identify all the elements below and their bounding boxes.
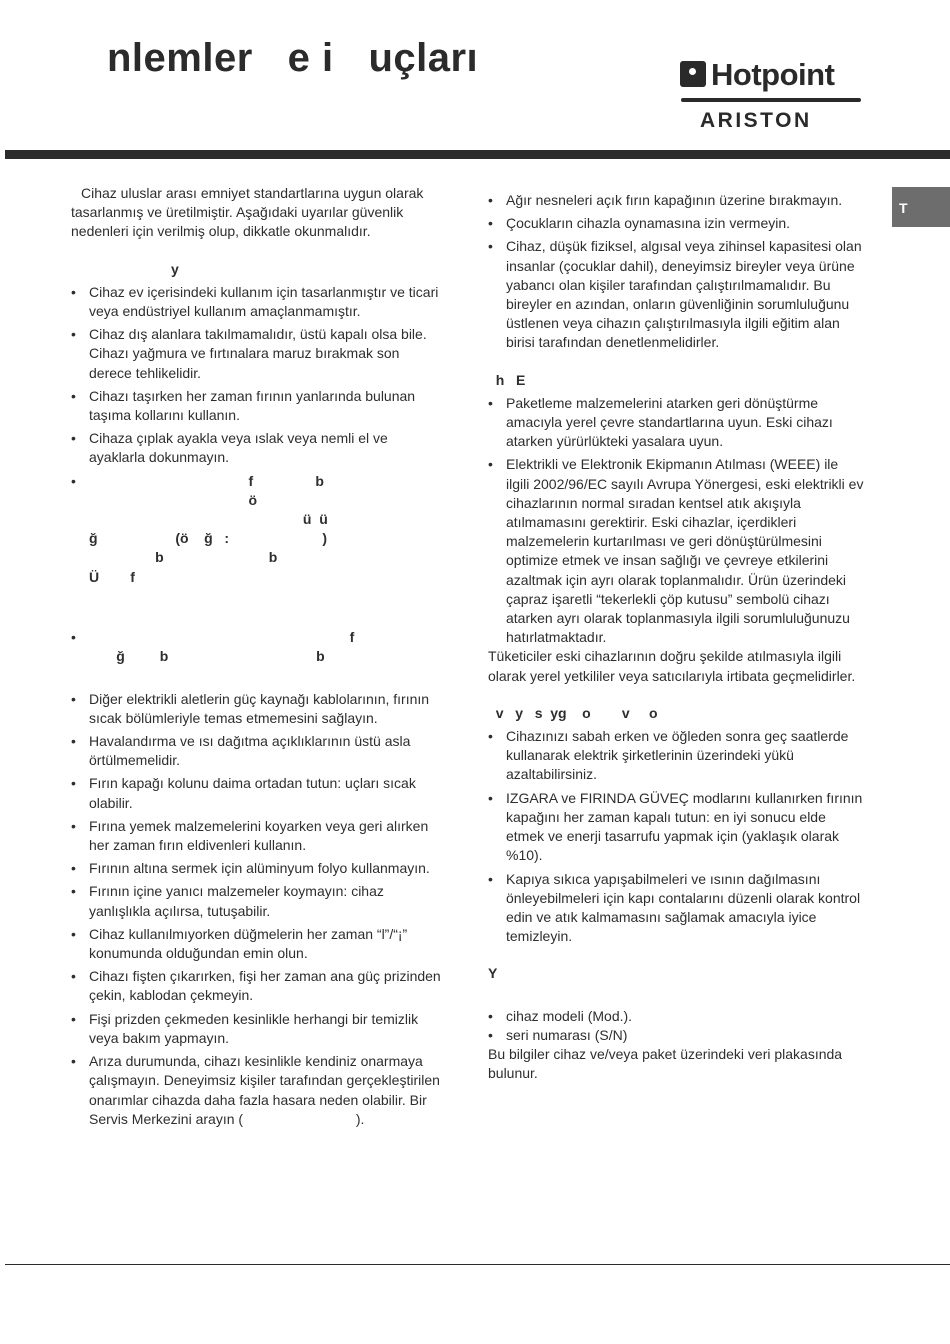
list-item: • seri numarası (S/N) xyxy=(488,1026,864,1045)
brand-square-icon xyxy=(680,61,706,87)
fragment-line: Ü f xyxy=(89,568,135,585)
fragment-line: ğ b b xyxy=(89,647,325,664)
list-item: • Cihaza çıplak ayakla veya ıslak veya nemli el ve ayaklarla dokunmayın. xyxy=(71,429,443,467)
brand-logo xyxy=(680,58,862,138)
list-item: • Havalandırma ve ısı dağıtma açıklıklarının üstü asla örtülmemelidir. xyxy=(71,732,443,770)
brand-subname: ARISTON xyxy=(700,109,812,132)
fragment-line: ö xyxy=(89,491,258,508)
list-item: • Cihaz dış alanlara takılmamalıdır, üstü kapalı olsa bile. Cihazı yağmura ve fırtınalara maruz bırakmak son derece tehlikelidir. xyxy=(71,325,443,383)
disposal-list xyxy=(488,394,864,686)
list-item: • Fırının içine yanıcı malzemeler koymayın: cihaz yanlışlıkla açılırsa, tutuşabilir. xyxy=(71,882,443,920)
brand-divider xyxy=(681,98,861,102)
list-item: • Arıza durumunda, cihazı kesinlikle kendiniz onarmaya çalışmayın. Deneyimsiz kişiler tarafından gerçekleştirilen onarımlar cihazda daha fazla hasara neden olabilir. Bir Servis Merkezini arayın ( ). xyxy=(71,1052,443,1129)
list-item xyxy=(488,455,864,685)
intro-paragraph: Cihaz uluslar arası emniyet standartlarına uygun olarak tasarlanmış ve üretilmiştir. Aşağıdaki uyarılar güvenlik nedenleri için verilmiş olup, dikkatle okunmalıdır. xyxy=(71,185,424,240)
list-item: • Paketleme malzemelerini atarken geri dönüştürme amacıyla yerel çevre standartlarına uyun. Eski cihazı atarken yürürlükteki yasalara uyun. xyxy=(488,394,864,452)
list-item-fragment-a xyxy=(71,472,443,624)
list-item: • Diğer elektrikli aletlerin güç kaynağı kablolarının, fırının sıcak bölümleriyle temas etmemesini sağlayın. xyxy=(71,690,443,728)
fragment-line: • f xyxy=(89,628,355,645)
list-item: • Cihaz kullanılmıyorken düğmelerin her zaman “l”/“¡” konumunda olduğundan emin olun. xyxy=(71,925,443,963)
left-column xyxy=(71,184,443,1129)
weee-text: Elektrikli ve Elektronik Ekipmanın Atılması (WEEE) ile ilgili 2002/96/EC sayılı Avrupa Yönergesi, eski elektrikli ev cihazlarının normal sıradan kentsel atık akışıyla atılmamasını gerektirir. Eski cihazlar, içerdikleri malzemelerin kurtarılması ve geri dönüştürülmesini optimize etmek ve insan sağlığı ve çevreye etkilerini azaltmak için ayrı olarak toplanmalıdır. Ürün üzerindeki çapraz işaretli “tekerlekli çöp kutusu” sembolü cihazı atarken ayrı olarak toplanmasıyla ilgili sorumluluğunuzu hatırlatmaktadır. xyxy=(506,456,864,646)
list-item: • Cihaz, düşük fiziksel, algısal veya zihinsel kapasitesi olan insanlar (çocuklar dahil), deneyimsiz bireyler veya ürüne yabancı olan kişiler tarafından çalıştırılmamalıdır. Bu bireyler en azından, onların güvenliğinin sorumluluğunu üstlenen veya cihazın çalıştırılmasıyla ilgili eğitim alan birisi tarafından denetlenmelidirler. xyxy=(488,237,864,352)
right-column xyxy=(488,191,864,1083)
list-item: • Ağır nesneleri açık fırın kapağının üzerine bırakmayın. xyxy=(488,191,864,210)
section-heading-energy: v y s yg o v o xyxy=(488,704,658,721)
list-item: • Fişi prizden çekmeden kesinlikle herhangi bir temizlik veya bakım yapmayın. xyxy=(71,1010,443,1048)
warning-list-a xyxy=(71,283,443,1129)
footer-rule xyxy=(5,1264,950,1265)
list-item: • IZGARA ve FIRINDA GÜVEÇ modlarını kullanırken fırının kapağını her zaman kapalı tutun: en iyi sonucu elde etmek ve enerji tasarrufu yapmak için (yaklaşık olarak %10). xyxy=(488,789,864,866)
weee-note: Tüketiciler eski cihazlarının doğru şekilde atılmasıyla ilgili olarak yerel yetkililer veya satıcılarıyla irtibata geçmelidirler. xyxy=(488,648,856,684)
list-item: • Kapıya sıkıca yapışabilmeleri ve ısının dağılmasını önleyebilmeleri için kapı contalarını düzenli olarak kontrol edin ve atık kalmamasını sağlamak amacıyla iyice temizleyin. xyxy=(488,870,864,947)
list-item: • Çocukların cihazla oynamasına izin vermeyin. xyxy=(488,214,864,233)
language-tab: T xyxy=(892,187,950,227)
fragment-line: ü ü xyxy=(89,511,328,528)
list-item: • Cihazınızı sabah erken ve öğleden sonra geç saatlerde kullanarak elektrik şirketlerinin üzerindeki yükü azaltabilirsiniz. xyxy=(488,727,864,785)
list-item-fragment-b xyxy=(71,628,443,686)
page-title: nlemler e i uçları xyxy=(107,36,479,80)
list-item: • cihaz modeli (Mod.). xyxy=(488,1007,864,1026)
section-heading-disposal: h E xyxy=(488,371,526,388)
list-item: • Fırın kapağı kolunu daima ortadan tutun: uçları sıcak olabilir. xyxy=(71,774,443,812)
header-rule xyxy=(5,150,950,159)
warning-list-right xyxy=(488,191,864,353)
fragment-line: b b xyxy=(89,549,278,566)
energy-list xyxy=(488,727,864,946)
list-item: • Fırının altına sermek için alüminyum folyo kullanmayın. xyxy=(71,859,443,878)
brand-name: Hotpoint xyxy=(711,56,835,92)
service-list xyxy=(488,1007,864,1045)
fragment-line: • f b xyxy=(89,472,324,489)
closing-paragraph: Bu bilgiler cihaz ve/veya paket üzerindeki veri plakasında bulunur. xyxy=(488,1045,843,1082)
fragment-line: ğ (ö ğ : ) xyxy=(89,530,328,547)
list-item: • Cihazı fişten çıkarırken, fişi her zaman ana güç prizinden çekin, kablodan çekmeyin. xyxy=(71,967,443,1005)
section-heading-service: Y xyxy=(488,965,498,982)
list-item: • Cihaz ev içerisindeki kullanım için tasarlanmıştır ve ticari veya endüstriyel kullanım amaçlanmamıştır. xyxy=(71,283,443,321)
list-item: • Fırına yemek malzemelerini koyarken veya geri alırken her zaman fırın eldivenleri kullanın. xyxy=(71,817,443,855)
section-heading-general: y xyxy=(171,260,179,277)
list-item: • Cihazı taşırken her zaman fırının yanlarında bulunan taşıma kollarını kullanın. xyxy=(71,387,443,425)
